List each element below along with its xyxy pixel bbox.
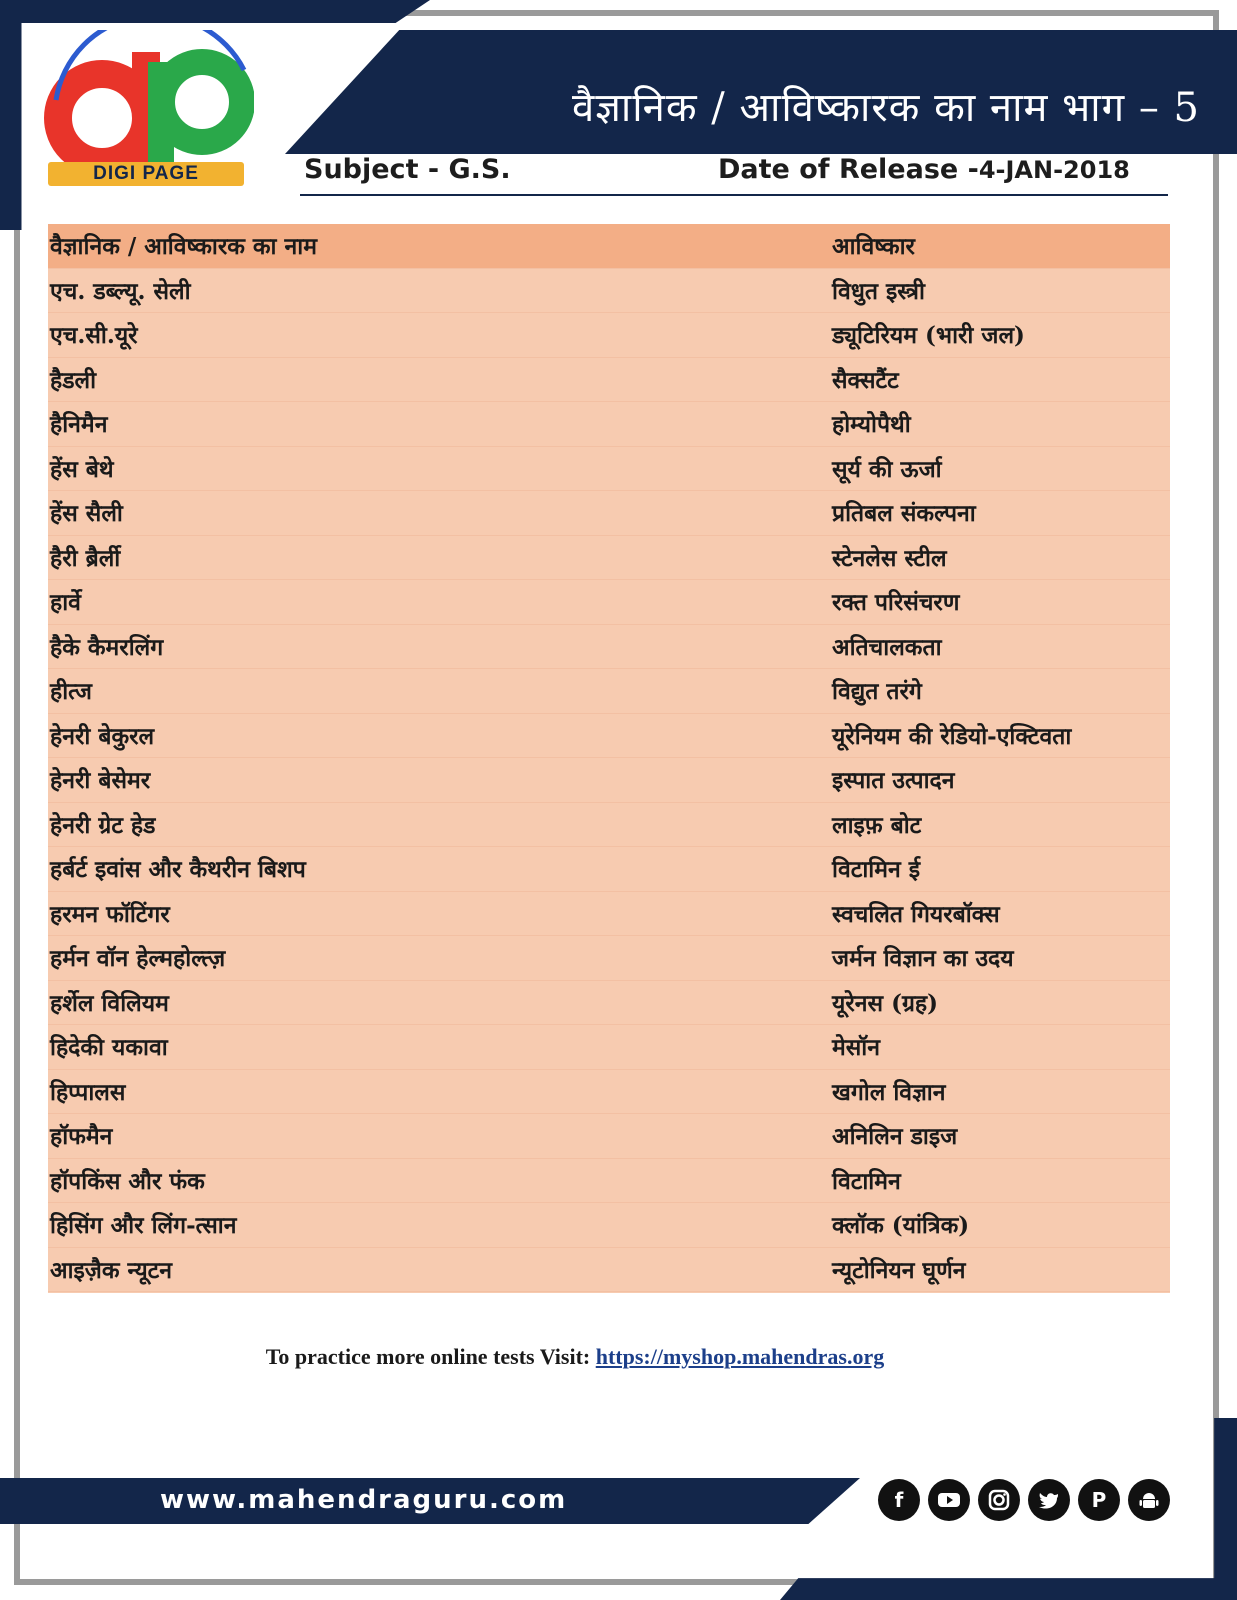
- invention: खगोल विज्ञान: [832, 1078, 946, 1106]
- scientist-name: हॉफमैन: [50, 1123, 113, 1150]
- invention: ड्यूटिरियम (भारी जल): [832, 322, 1025, 349]
- table-row: [48, 669, 1170, 714]
- table-row: [48, 580, 1170, 625]
- practice-note: [0, 1344, 1150, 1370]
- invention: इस्पात उत्पादन: [832, 767, 955, 794]
- release-label: Date of Release -: [718, 154, 979, 185]
- scientist-name: हिसिंग और लिंग-त्सान: [50, 1212, 237, 1239]
- practice-text: To practice more online tests Visit:: [265, 1344, 596, 1369]
- practice-link[interactable]: https://myshop.mahendras.org: [595, 1344, 885, 1369]
- scientist-name: एच. डब्ल्यू. सेली: [50, 277, 191, 305]
- scientist-name: हर्बर्ट इवांस और कैथरीन बिशप: [50, 856, 306, 883]
- invention: लाइफ़ बोट: [832, 811, 922, 839]
- invention: मेसॉन: [832, 1034, 881, 1061]
- page-title: वैज्ञानिक / आविष्कारक का नाम भाग – 5: [572, 85, 1200, 131]
- invention: रक्त परिसंचरण: [832, 589, 960, 616]
- invention: विटामिन ई: [832, 856, 921, 883]
- table-row: [48, 1159, 1170, 1204]
- invention: न्यूटोनियन घूर्णन: [832, 1256, 966, 1284]
- invention: क्लॉक (यांत्रिक): [832, 1212, 970, 1239]
- release-info: [718, 154, 1130, 185]
- instagram-icon[interactable]: [978, 1479, 1020, 1521]
- scientist-name: हिदेकी यकावा: [50, 1034, 168, 1061]
- table-row: [48, 313, 1170, 358]
- scientist-name: एच.सी.यूरे: [50, 322, 138, 349]
- release-date: 4-JAN-2018: [978, 156, 1130, 184]
- table-row: [48, 447, 1170, 492]
- scientist-name: हेनरी बेसेमर: [50, 767, 151, 794]
- twitter-icon[interactable]: [1028, 1479, 1070, 1521]
- table-header-row: [48, 224, 1170, 269]
- invention: यूरेनियम की रेडियो-एक्टिवता: [832, 722, 1072, 750]
- table-row: [48, 1025, 1170, 1070]
- invention: अतिचालकता: [832, 633, 942, 661]
- scientist-name: हिप्पालस: [50, 1078, 126, 1106]
- invention: होम्योपैथी: [832, 411, 911, 438]
- table-row: [48, 358, 1170, 403]
- table-row: [48, 269, 1170, 314]
- social-icons: [878, 1479, 1170, 1521]
- table-row: [48, 625, 1170, 670]
- table-row: [48, 803, 1170, 848]
- scientist-name: हरमन फॉटिंगर: [50, 900, 170, 928]
- scientist-name: हार्वे: [50, 589, 81, 616]
- table-row: [48, 1203, 1170, 1248]
- scientist-name: हैडली: [50, 366, 97, 394]
- scientist-name: आइज़ैक न्यूटन: [50, 1256, 173, 1284]
- table-row: [48, 491, 1170, 536]
- youtube-icon[interactable]: [928, 1479, 970, 1521]
- invention: विधुत इस्त्री: [832, 277, 925, 305]
- column-header-name: वैज्ञानिक / आविष्कारक का नाम: [50, 233, 318, 260]
- table-row: [48, 847, 1170, 892]
- scientist-name: हेनरी बेकुरल: [50, 722, 155, 750]
- brand-badge: DIGI PAGE: [48, 162, 244, 186]
- invention: स्वचलित गियरबॉक्स: [832, 900, 1000, 928]
- table-row: [48, 402, 1170, 447]
- pinterest-icon[interactable]: P: [1078, 1479, 1120, 1521]
- invention: विटामिन: [832, 1167, 901, 1195]
- scientist-name: हैनिमैन: [50, 411, 108, 438]
- website-url[interactable]: www.mahendraguru.com: [160, 1485, 568, 1515]
- table-row: [48, 1070, 1170, 1115]
- header-rule: [300, 194, 1168, 196]
- invention: स्टेनलेस स्टील: [832, 544, 947, 572]
- table-row: [48, 714, 1170, 759]
- scientist-name: हॉपकिंस और फंक: [50, 1167, 205, 1195]
- scientist-name: हेंस बेथे: [50, 455, 114, 483]
- invention: जर्मन विज्ञान का उदय: [832, 945, 1014, 972]
- android-icon[interactable]: [1128, 1479, 1170, 1521]
- scientist-name: हेंस सैली: [50, 500, 123, 527]
- table-row: [48, 892, 1170, 937]
- table-row: [48, 1248, 1170, 1293]
- inventors-table: [48, 224, 1170, 1293]
- scientist-name: हर्मन वॉन हेल्महोल्त्ज़: [50, 945, 226, 972]
- invention: सूर्य की ऊर्जा: [832, 455, 942, 483]
- invention: सैक्सटैंट: [832, 366, 899, 394]
- invention: यूरेनस (ग्रह): [832, 989, 939, 1017]
- table-row: [48, 981, 1170, 1026]
- scientist-name: हीत्ज: [50, 678, 92, 705]
- table-row: [48, 1114, 1170, 1159]
- table-row: [48, 758, 1170, 803]
- scientist-name: हैरी ब्रैर्ली: [50, 544, 121, 572]
- facebook-icon[interactable]: f: [878, 1479, 920, 1521]
- table-row: [48, 536, 1170, 581]
- scientist-name: हैके कैमरलिंग: [50, 633, 164, 661]
- table-row: [48, 936, 1170, 981]
- column-header-invention: आविष्कार: [832, 233, 915, 260]
- scientist-name: हर्शेल विलियम: [50, 989, 169, 1017]
- scientist-name: हेनरी ग्रेट हेड: [50, 811, 156, 839]
- subject-label: Subject - G.S.: [304, 154, 511, 185]
- invention: विद्युत तरंगे: [832, 678, 922, 705]
- invention: प्रतिबल संकल्पना: [832, 500, 976, 527]
- invention: अनिलिन डाइज: [832, 1123, 958, 1150]
